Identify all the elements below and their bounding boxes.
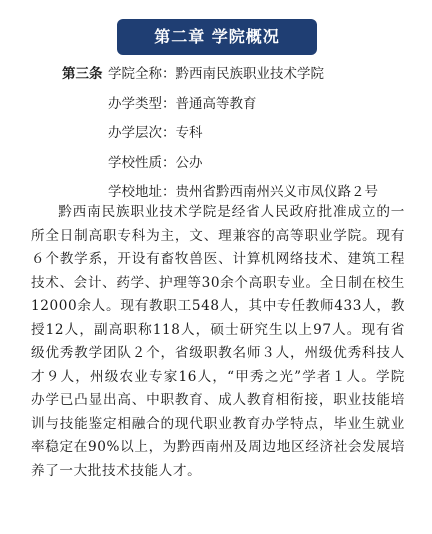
info-row-school-type [62, 94, 422, 124]
info-value: 专科 [175, 125, 203, 141]
info-row-full-name [62, 64, 422, 94]
info-row-school-level [62, 123, 422, 153]
info-label: 学校地址： [108, 184, 176, 200]
info-value: 普通高等教育 [175, 95, 257, 112]
info-value: 公办 [175, 154, 203, 171]
info-label: 学校性质： [108, 154, 176, 171]
info-row-school-nature [62, 153, 422, 183]
info-value: 贵州省黔西南州兴义市凤仪路２号 [175, 184, 378, 200]
info-label: 办学层次： [108, 125, 176, 141]
article-info-block [62, 64, 422, 212]
info-label: 学院全称： [108, 66, 176, 82]
article-number: 第三条 [62, 66, 103, 82]
info-value: 黔西南民族职业技术学院 [175, 66, 324, 82]
article-body-paragraph: 黔西南民族职业技术学院是经省人民政府批准成立的一所全日制高职专科为主，文、理兼容的高等职业学院。现有６个教学系，开设有畜牧兽医、计算机网络技术、建筑工程技术、会计、药学、护理等30余个高职专业。全日制在校生12000余人。现有教职工548人，其中专任教师433人，教授12人，副高职称118人，硕士研究生以上97人。现有省级优秀教学团队２个，省级职教名师３人，州级优秀科技人才９人，州级农业专家16人，“甲秀之光”学者１人。学院办学已凸显出高、中职教育、成人教育相衔接，职业技能培训与技能鉴定相融合的现代职业教育办学特点，毕业生就业率稳定在90%以上，为黔西南州及周边地区经济社会发展培养了一大批技术技能人才。 [31, 204, 405, 479]
info-label: 办学类型： [108, 95, 176, 112]
chapter-title-banner [117, 19, 317, 55]
chapter-title: 第二章 学院概况 [154, 27, 280, 46]
